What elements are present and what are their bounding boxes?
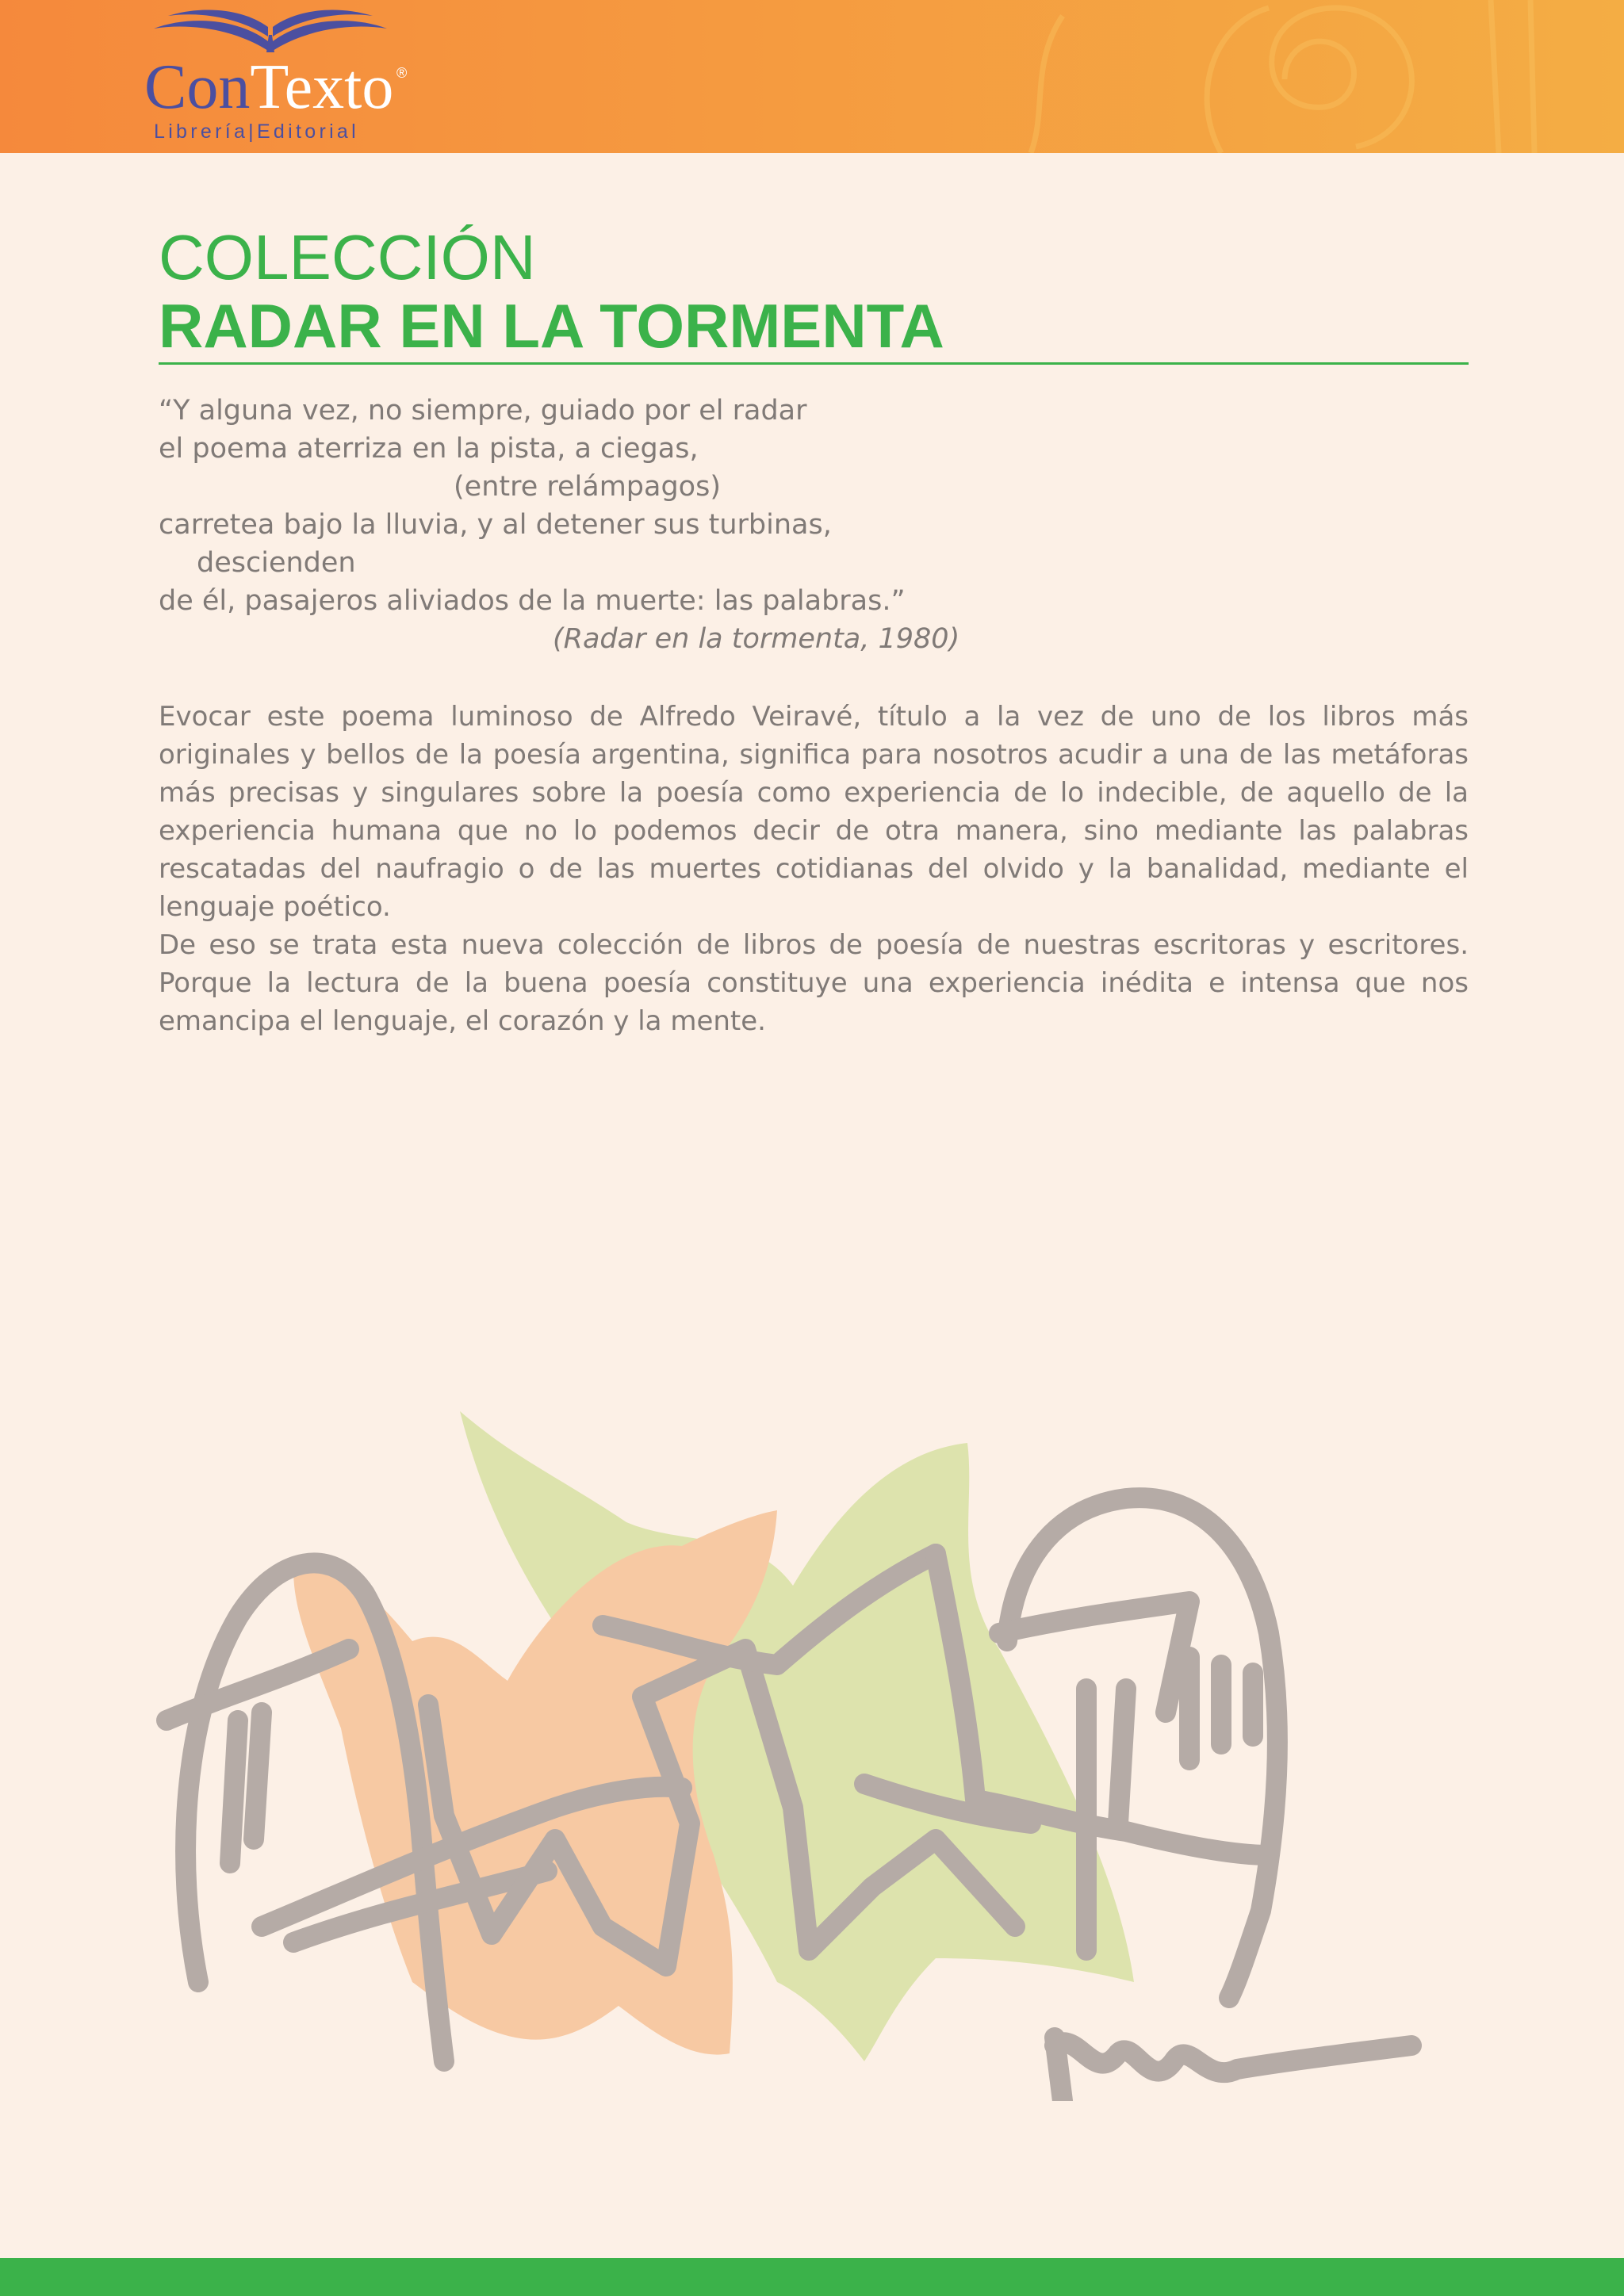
header-banner [0,0,1624,153]
poem-quote [159,392,1031,658]
description-paragraph: De eso se trata esta nueva colección de libros de poesía de nuestras escritoras y escritores. Porque la lectura de la buena poesía constituye una experiencia inédita e intensa que nos emancipa el lenguaje, el corazón y la mente. [159,929,1469,1037]
abstract-illustration [0,1387,1624,2101]
poem-line: el poema aterriza en la pista, a ciegas, [159,433,699,465]
logo-wordmark [144,52,394,122]
open-book-icon [147,8,393,55]
footer-bar [0,2258,1624,2296]
description-paragraph: Evocar este poema luminoso de Alfredo Veiravé, título a la vez de uno de los libros más originales y bellos de la poesía argentina, significa para nosotros acudir a una de las metáforas más precisas y singulares sobre la poesía como experiencia de lo indecible, de aquello de la experiencia humana que no lo podemos decir de otra manera, sino mediante las palabras rescatadas del naufragio o de las muertes cotidianas del olvido y la banalidad, mediante el lenguaje poético. [159,701,1469,923]
collection-description [159,698,1469,1040]
poem-line: de él, pasajeros aliviados de la muerte: las palabras.” [159,585,906,617]
poem-line: carretea bajo la lluvia, y al detener sus turbinas, [159,509,832,541]
poem-line: “Y alguna vez, no siempre, guiado por el radar [159,395,807,427]
poem-source: (Radar en la tormenta, 1980) [553,623,960,655]
poem-line: (entre relámpagos) [454,471,721,503]
poem-line: descienden [197,547,356,579]
contexto-logo[interactable] [143,6,412,145]
title-collection-name: RADAR EN LA TORMENTA [159,291,944,361]
logo-wordmark-texto: Texto [250,52,394,122]
collection-title [159,224,1469,360]
title-coleccion: COLECCIÓN [159,222,536,293]
logo-subtitle: Librería|Editorial [154,121,359,143]
title-divider [159,362,1469,365]
logo-wordmark-con: Con [144,52,251,122]
registered-mark: ® [396,65,408,81]
